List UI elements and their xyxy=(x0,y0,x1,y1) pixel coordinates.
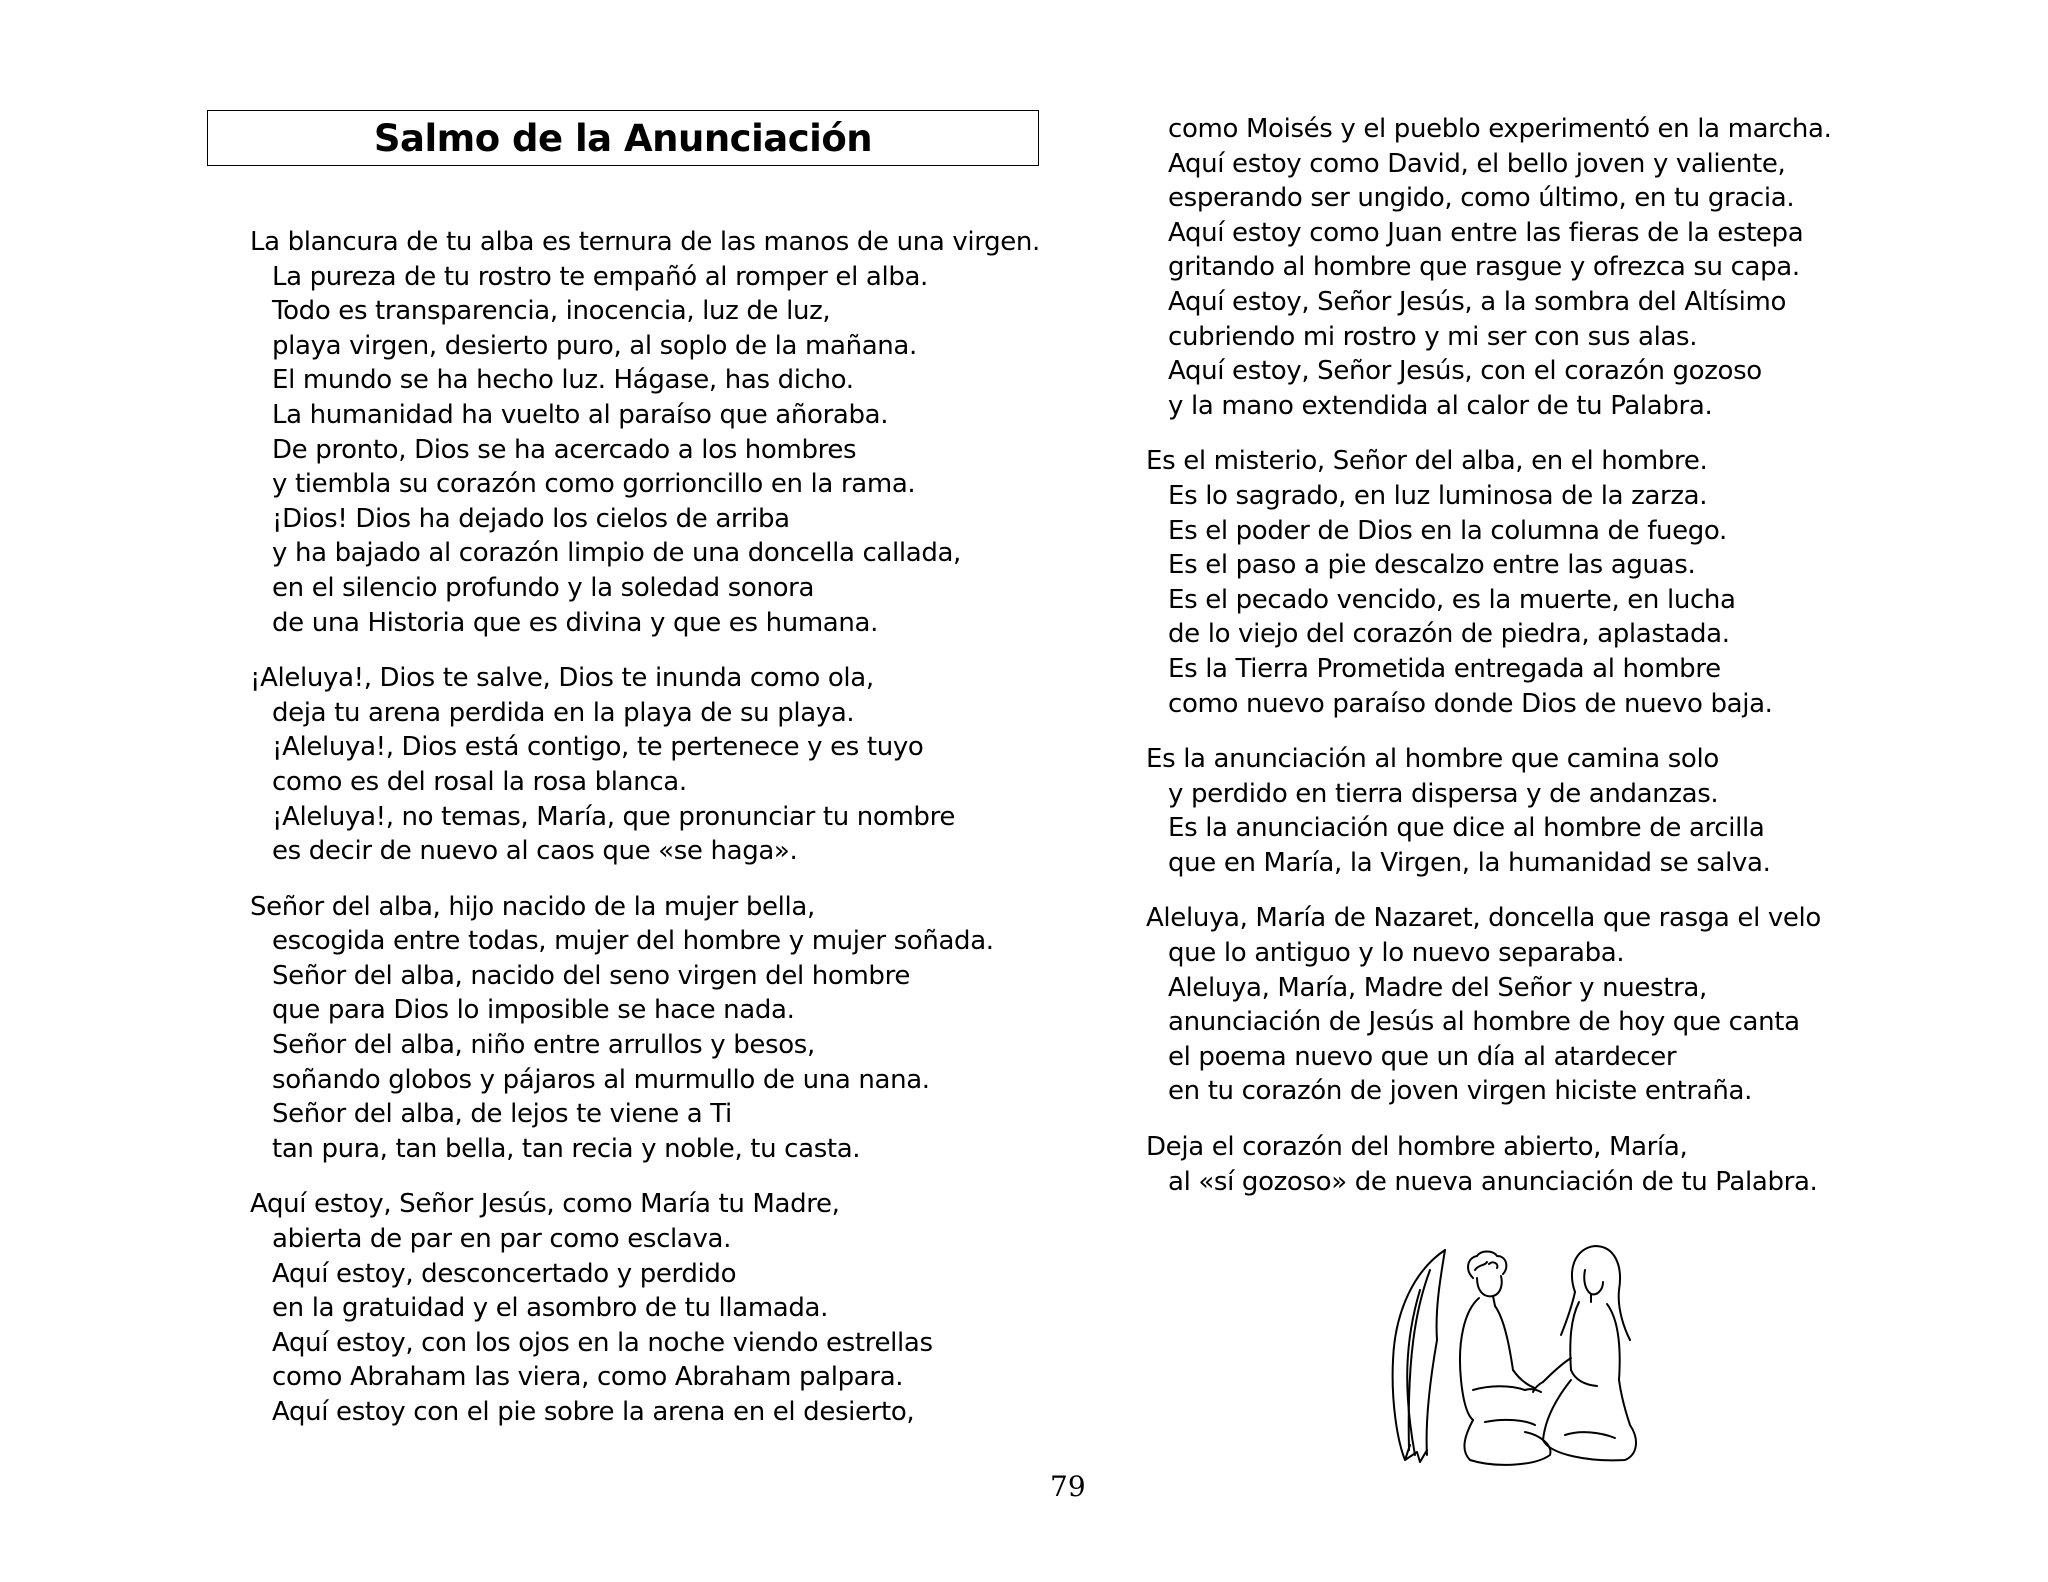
stanza xyxy=(250,1187,1040,1429)
verse-line: ¡Aleluya!, no temas, María, que pronunciar tu nombre xyxy=(272,801,956,832)
verse-line: como nuevo paraíso donde Dios de nuevo baja. xyxy=(1168,688,1773,719)
verse-line: Es el poder de Dios en la columna de fuego. xyxy=(1168,515,1727,546)
verse-line: y perdido en tierra dispersa y de andanzas. xyxy=(1168,778,1719,809)
angel-wing xyxy=(1393,1250,1445,1462)
stanza xyxy=(1146,901,1936,1109)
stanza xyxy=(1146,742,1936,880)
verse-line: ¡Aleluya!, Dios está contigo, te pertenece y es tuyo xyxy=(272,732,924,763)
verse-line: Aquí estoy, Señor Jesús, como María tu Madre, xyxy=(250,1189,840,1220)
verse-line: Aquí estoy, con los ojos en la noche viendo estrellas xyxy=(272,1327,933,1358)
right-column xyxy=(1146,112,1936,1220)
verse-line: como Moisés y el pueblo experimentó en la marcha. xyxy=(1168,114,1832,144)
verse-line: Aquí estoy, Señor Jesús, a la sombra del Altísimo xyxy=(1168,286,1787,317)
verse-line: Señor del alba, niño entre arrullos y besos, xyxy=(272,1030,815,1061)
verse-line: Es la Tierra Prometida entregada al hombre xyxy=(1168,653,1721,684)
verse-line: de una Historia que es divina y que es humana. xyxy=(272,607,879,638)
verse-line: Aquí estoy, desconcertado y perdido xyxy=(272,1258,737,1289)
verse-line: ¡Aleluya!, Dios te salve, Dios te inunda como ola, xyxy=(250,663,874,694)
verse-line: Es la anunciación al hombre que camina solo xyxy=(1146,744,1719,775)
verse-line: en el silencio profundo y la soledad sonora xyxy=(272,572,815,603)
verse-line: y ha bajado al corazón limpio de una doncella callada, xyxy=(272,538,961,569)
verse-line: esperando ser ungido, como último, en tu gracia. xyxy=(1168,183,1795,214)
verse-line: en tu corazón de joven virgen hiciste entraña. xyxy=(1168,1076,1752,1107)
verse-line: anunciación de Jesús al hombre de hoy que canta xyxy=(1168,1007,1800,1038)
verse-line: gritando al hombre que rasgue y ofrezca su capa. xyxy=(1168,252,1800,283)
verse-line: al «sí gozoso» de nueva anunciación de tu Palabra. xyxy=(1168,1166,1818,1197)
verse-line: y tiembla su corazón como gorrioncillo en la rama. xyxy=(272,469,916,500)
verse-line: Aquí estoy, Señor Jesús, con el corazón gozoso xyxy=(1168,356,1762,387)
verse-line: de lo viejo del corazón de piedra, aplastada. xyxy=(1168,619,1730,650)
verse-line: Señor del alba, nacido del seno virgen del hombre xyxy=(272,960,910,991)
verse-line: en la gratuidad y el asombro de tu llamada. xyxy=(272,1293,829,1324)
verse-line: abierta de par en par como esclava. xyxy=(272,1224,732,1255)
verse-line: Es el pecado vencido, es la muerte, en lucha xyxy=(1168,584,1736,615)
angel-figure xyxy=(1460,1252,1550,1465)
verse-line: Aquí estoy como David, el bello joven y valiente, xyxy=(1168,148,1786,179)
title-box xyxy=(207,110,1039,166)
stanza xyxy=(250,225,1040,640)
annunciation-illustration xyxy=(1375,1240,1650,1470)
verse-line: Señor del alba, hijo nacido de la mujer bella, xyxy=(250,891,815,922)
verse-line: La humanidad ha vuelto al paraíso que añoraba. xyxy=(272,399,889,430)
verse-line: Aleluya, María de Nazaret, doncella que rasga el velo xyxy=(1146,903,1821,934)
stanza xyxy=(1146,1130,1936,1199)
verse-line: como es del rosal la rosa blanca. xyxy=(272,766,687,797)
verse-line: playa virgen, desierto puro, al soplo de la mañana. xyxy=(272,330,917,361)
verse-line: La blancura de tu alba es ternura de las manos de una virgen. xyxy=(250,227,1040,257)
verse-line: Aquí estoy como Juan entre las fieras de la estepa xyxy=(1168,217,1804,248)
verse-line: Deja el corazón del hombre abierto, María, xyxy=(1146,1132,1688,1163)
stanza xyxy=(1146,444,1936,721)
stanza xyxy=(250,661,1040,869)
verse-line: escogida entre todas, mujer del hombre y mujer soñada. xyxy=(272,926,994,957)
verse-line: es decir de nuevo al caos que «se haga». xyxy=(272,836,798,867)
stanza xyxy=(250,890,1040,1167)
left-column xyxy=(250,225,1040,1451)
verse-line: Es el misterio, Señor del alba, en el hombre. xyxy=(1146,446,1708,477)
verse-line: deja tu arena perdida en la playa de su playa. xyxy=(272,697,855,728)
verse-line: Es lo sagrado, en luz luminosa de la zarza. xyxy=(1168,480,1708,511)
verse-line: que en María, la Virgen, la humanidad se salva. xyxy=(1168,847,1771,878)
verse-line: Es el paso a pie descalzo entre las aguas. xyxy=(1168,550,1696,581)
verse-line: y la mano extendida al calor de tu Palabra. xyxy=(1168,390,1713,421)
verse-line: que lo antiguo y lo nuevo separaba. xyxy=(1168,938,1625,969)
verse-line: Es la anunciación que dice al hombre de arcilla xyxy=(1168,813,1765,844)
mary-figure xyxy=(1543,1246,1636,1460)
page-number: 79 xyxy=(1050,1470,1086,1503)
verse-line: soñando globos y pájaros al murmullo de una nana. xyxy=(272,1064,930,1095)
verse-line: Aquí estoy con el pie sobre la arena en el desierto, xyxy=(272,1397,915,1427)
verse-line: tan pura, tan bella, tan recia y noble, tu casta. xyxy=(272,1133,861,1164)
verse-line: Todo es transparencia, inocencia, luz de luz, xyxy=(272,296,831,327)
verse-line: el poema nuevo que un día al atardecer xyxy=(1168,1041,1677,1072)
verse-line: cubriendo mi rostro y mi ser con sus alas. xyxy=(1168,321,1698,352)
verse-line: que para Dios lo imposible se hace nada. xyxy=(272,995,795,1026)
verse-line: De pronto, Dios se ha acercado a los hombres xyxy=(272,434,857,465)
verse-line: ¡Dios! Dios ha dejado los cielos de arriba xyxy=(272,503,790,534)
page-title: Salmo de la Anunciación xyxy=(373,116,873,160)
verse-line: Aleluya, María, Madre del Señor y nuestra, xyxy=(1168,972,1707,1003)
verse-line: La pureza de tu rostro te empañó al romper el alba. xyxy=(272,261,928,292)
verse-line: como Abraham las viera, como Abraham palpara. xyxy=(272,1362,904,1393)
verse-line: Señor del alba, de lejos te viene a Ti xyxy=(272,1099,732,1130)
stanza xyxy=(1146,112,1936,423)
verse-line: El mundo se ha hecho luz. Hágase, has dicho. xyxy=(272,365,854,396)
